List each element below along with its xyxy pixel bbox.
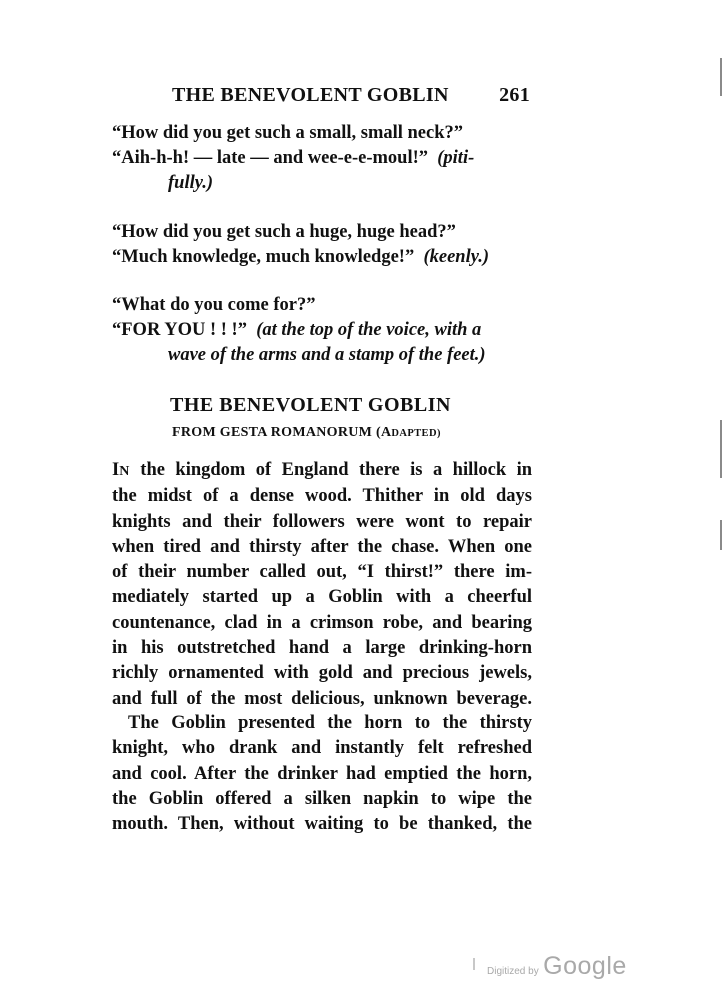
stage-direction: (at the top of the voice, with a bbox=[256, 320, 482, 340]
paragraph-line: The Goblin presented the horn to the thirsty bbox=[128, 713, 532, 733]
paragraph-line: the Goblin offered a silken napkin to wipe the bbox=[112, 788, 532, 809]
paragraph-line: and full of the most delicious, unknown beverage. bbox=[112, 688, 532, 709]
section-title: THE BENEVOLENT GOBLIN bbox=[170, 394, 451, 416]
paragraph-1 bbox=[112, 458, 532, 712]
dialogue-continuation bbox=[112, 343, 588, 368]
dialogue-line: “What do you come for?” bbox=[112, 295, 316, 315]
initial-letter: I bbox=[112, 460, 120, 480]
paragraph-line: when tired and thirsty after the chase. When one bbox=[112, 536, 532, 557]
section-subtitle bbox=[172, 425, 441, 441]
stage-direction: (piti- bbox=[437, 148, 475, 168]
stage-direction: (keenly.) bbox=[423, 247, 490, 267]
paragraph-line: IN the kingdom of England there is a hillock in bbox=[112, 460, 532, 480]
paragraph-line: mouth. Then, without waiting to be thanked, the bbox=[112, 814, 532, 835]
watermark-prefix: Digitized by bbox=[487, 966, 539, 977]
paragraph-line: knights and their followers were wont to repair bbox=[112, 511, 532, 532]
dialogue-question bbox=[112, 293, 532, 318]
paragraph-line: of their number called out, “I thirst!” there im- bbox=[112, 562, 532, 583]
dialogue-line: “FOR YOU ! ! !” bbox=[112, 320, 247, 340]
source-label: FROM GESTA ROMANORUM bbox=[172, 425, 373, 440]
dialogue-question bbox=[112, 220, 532, 245]
page-number: 261 bbox=[499, 84, 530, 106]
digitized-watermark bbox=[487, 952, 627, 981]
scan-edge-mark bbox=[720, 420, 722, 478]
paragraph-line: in his outstretched hand a large drinking-horn bbox=[112, 638, 532, 659]
dialogue-answer bbox=[112, 146, 532, 171]
dialogue-line: “Aih-h-h! — late — and wee-e-e-moul!” bbox=[112, 148, 428, 168]
initial-smallcaps: N bbox=[119, 464, 130, 479]
running-title: THE BENEVOLENT GOBLIN bbox=[172, 84, 449, 106]
running-header bbox=[172, 84, 530, 114]
scan-edge-mark bbox=[720, 58, 722, 96]
paragraph-line: and cool. After the drinker had emptied the horn, bbox=[112, 763, 532, 784]
paragraph-line: countenance, clad in a crimson robe, and bearing bbox=[112, 612, 532, 633]
google-logo: Google bbox=[543, 952, 627, 980]
paragraph-line: the midst of a dense wood. Thither in old days bbox=[112, 486, 532, 507]
stage-direction: fully.) bbox=[168, 173, 214, 193]
stage-direction: wave of the arms and a stamp of the feet.) bbox=[168, 345, 486, 365]
paragraph-line: mediately started up a Goblin with a cheerful bbox=[112, 587, 532, 608]
scan-edge-mark bbox=[720, 520, 722, 550]
dialogue-continuation bbox=[112, 171, 588, 196]
adapted-label: (ADAPTED) bbox=[376, 425, 441, 440]
dialogue-line: “Much knowledge, much knowledge!” bbox=[112, 247, 415, 267]
dialogue-line: “How did you get such a huge, huge head?” bbox=[112, 222, 456, 242]
dialogue-question bbox=[112, 121, 532, 146]
paragraph-line: knight, who drank and instantly felt refreshed bbox=[112, 738, 532, 759]
dialogue-answer bbox=[112, 245, 532, 270]
paragraph-2 bbox=[112, 711, 532, 837]
scan-artifact bbox=[473, 958, 475, 970]
paragraph-line: richly ornamented with gold and precious jewels, bbox=[112, 663, 532, 684]
dialogue-answer bbox=[112, 318, 532, 343]
dialogue-line: “How did you get such a small, small neck?” bbox=[112, 123, 464, 143]
